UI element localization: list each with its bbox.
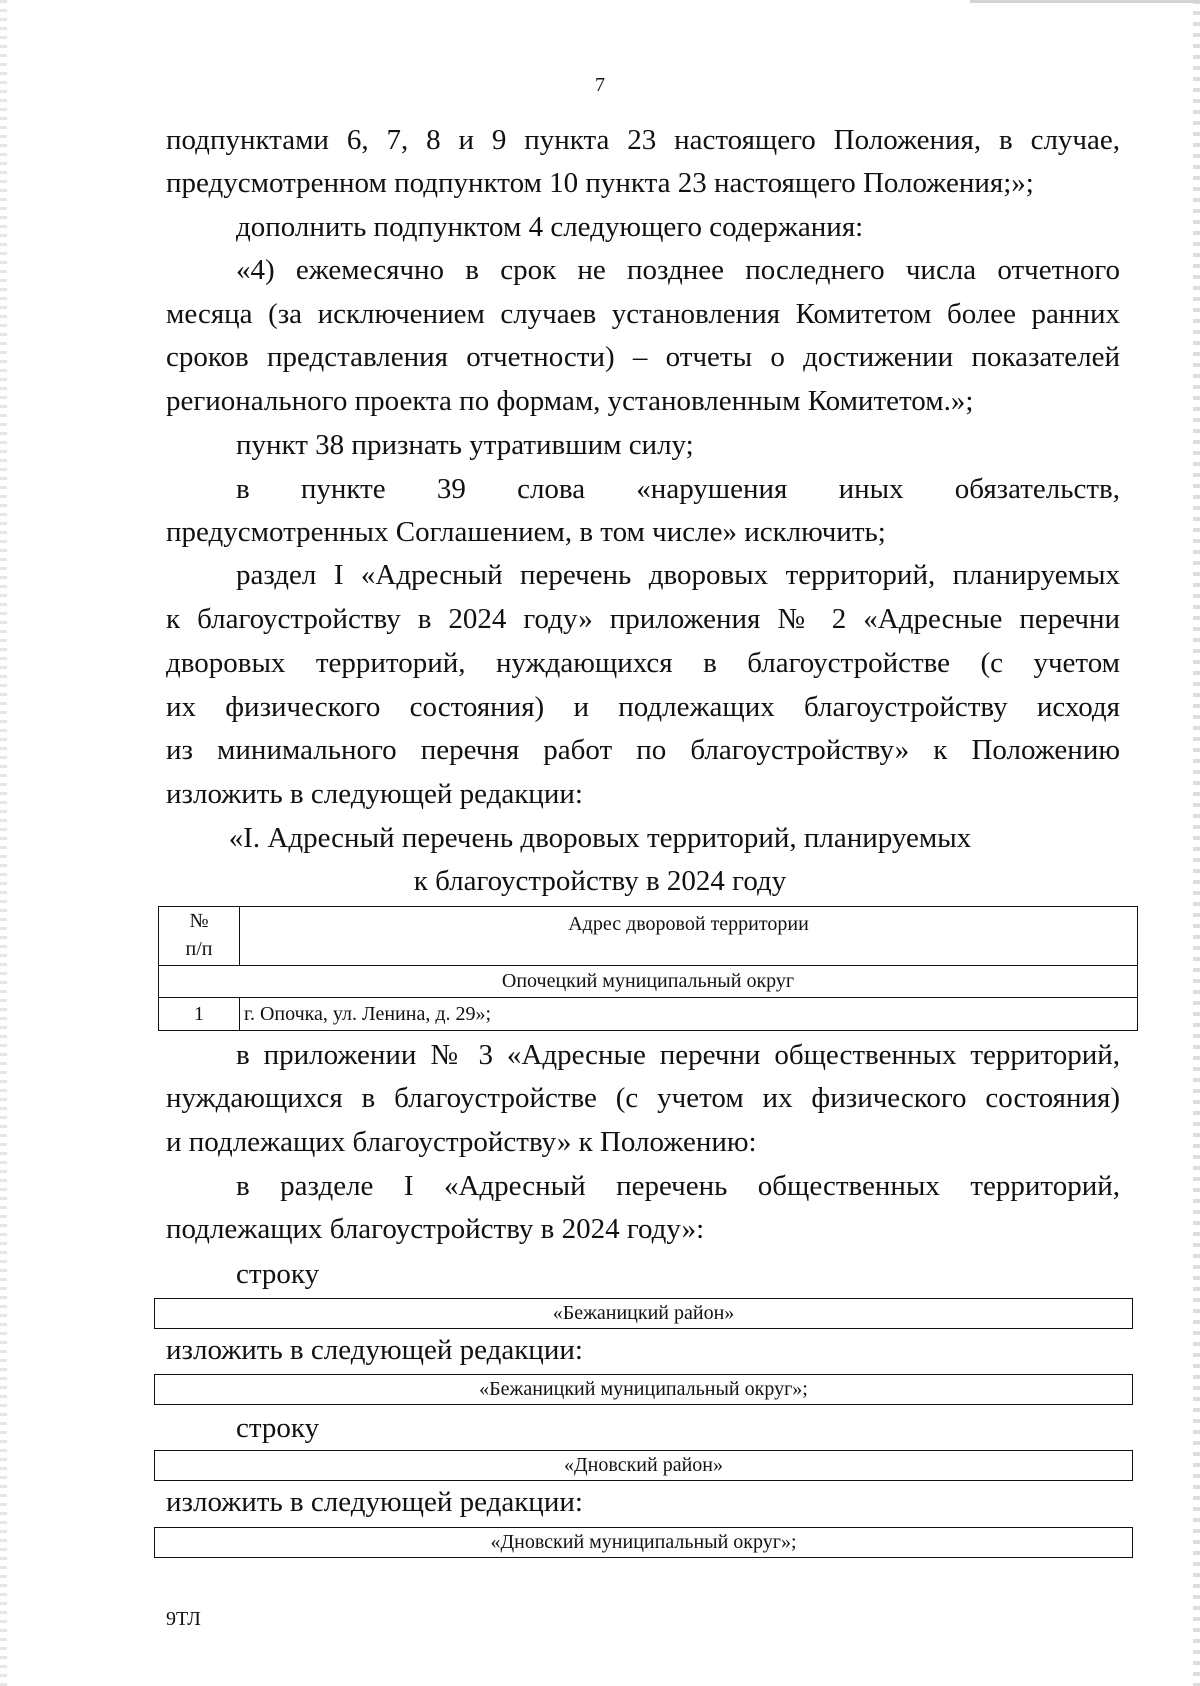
paragraph-line: подпунктами 6, 7, 8 и 9 пункта 23 настоящего Положения, в случае, [166,124,1120,156]
paragraph-line: в разделе I «Адресный перечень общественных территорий, [236,1170,1120,1202]
paragraph-line: предусмотренном подпунктом 10 пункта 23 настоящего Положения;»; [166,167,1034,199]
paragraph-line: изложить в следующей редакции: [166,1334,583,1366]
quoted-row-box: «Дновский район» [154,1450,1133,1481]
paragraph-line: к благоустройству в 2024 году» приложения № 2 «Адресные перечни [166,603,1120,635]
quoted-row-box: «Дновский муниципальный округ»; [154,1527,1133,1558]
header-number: № п/п [159,907,240,966]
address-table [158,906,1138,1031]
paragraph-line: в приложении № 3 «Адресные перечни общественных территорий, [236,1039,1120,1071]
paragraph-line: дополнить подпунктом 4 следующего содержания: [236,211,864,243]
row-number: 1 [159,998,240,1031]
paragraph-line: их физического состояния) и подлежащих благоустройству исходя [166,691,1120,723]
scan-edge-top [970,0,1200,3]
table-district-row [159,966,1138,998]
paragraph-line: регионального проекта по формам, установленным Комитетом.»; [166,385,974,417]
paragraph-line: пункт 38 признать утратившим силу; [236,429,694,461]
paragraph-line: в пункте 39 слова «нарушения иных обязательств, [236,473,1120,505]
header-address: Адрес дворовой территории [240,907,1138,966]
page-number: 7 [595,74,605,96]
paragraph-line: месяца (за исключением случаев установления Комитетом более ранних [166,298,1120,330]
section-heading: к благоустройству в 2024 году [413,865,787,897]
paragraph-line: из минимального перечня работ по благоустройству» к Положению [166,734,1120,766]
paragraph-line: сроков представления отчетности) – отчеты о достижении показателей [166,341,1120,373]
district-cell: Опочецкий муниципальный округ [159,966,1138,998]
paragraph-line: «4) ежемесячно в срок не позднее последнего числа отчетного [236,254,1120,286]
paragraph-line: строку [236,1258,320,1290]
paragraph-line: раздел I «Адресный перечень дворовых территорий, планируемых [236,559,1120,591]
quoted-row-box: «Бежаницкий муниципальный округ»; [154,1374,1133,1405]
paragraph-line: дворовых территорий, нуждающихся в благоустройстве (с учетом [166,647,1120,679]
table-header-row [159,907,1138,966]
row-address: г. Опочка, ул. Ленина, д. 29»; [240,998,1138,1031]
paragraph-line: подлежащих благоустройству в 2024 году»: [166,1213,705,1245]
paragraph-line: изложить в следующей редакции: [166,1486,583,1518]
footer-code: 9ТЛ [166,1608,201,1630]
paragraph-line: строку [236,1412,320,1444]
section-heading: «I. Адресный перечень дворовых территорий, планируемых [228,822,972,854]
paragraph-line: предусмотренных Соглашением, в том числе» исключить; [166,516,886,548]
table-row [159,998,1138,1031]
paragraph-line: и подлежащих благоустройству» к Положению: [166,1126,757,1158]
paragraph-line: нуждающихся в благоустройстве (с учетом их физического состояния) [166,1082,1120,1114]
quoted-row-box: «Бежаницкий район» [154,1298,1133,1329]
paragraph-line: изложить в следующей редакции: [166,778,583,810]
